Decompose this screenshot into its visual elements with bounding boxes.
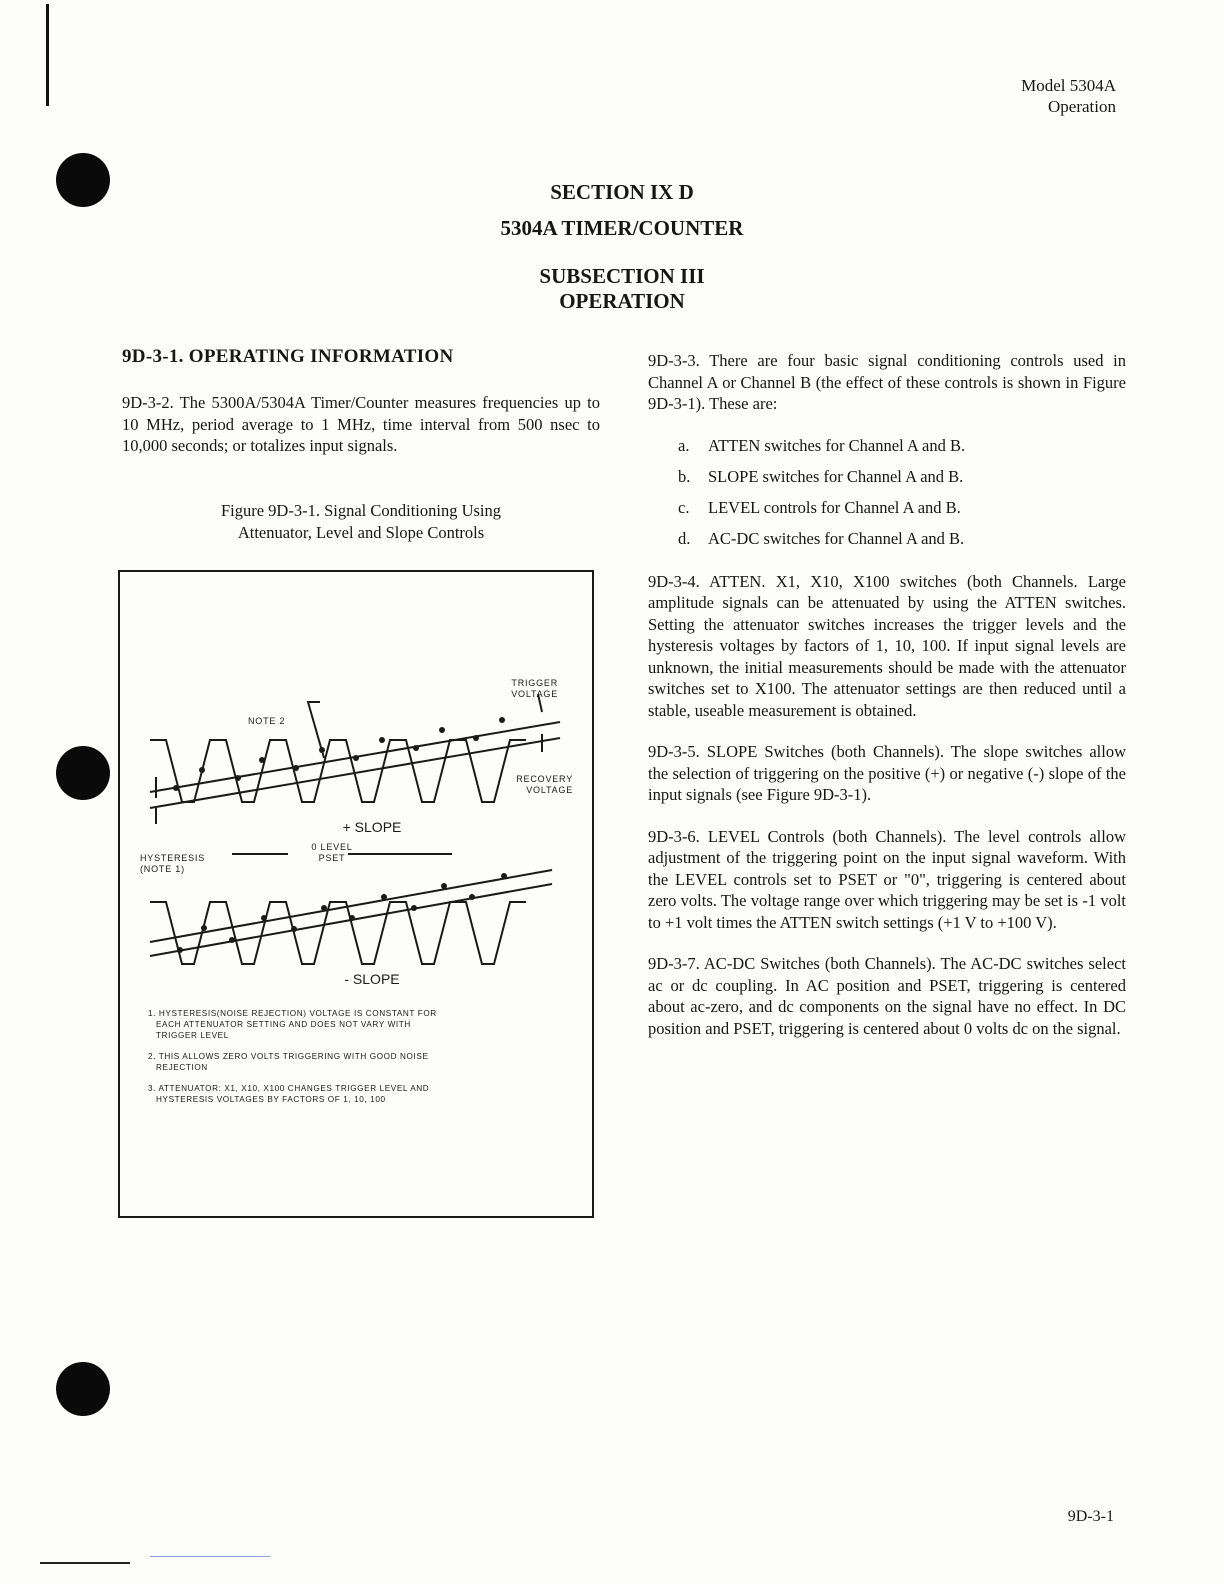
bottom-rule xyxy=(40,1562,130,1564)
label-zero-level-2: PSET xyxy=(318,853,346,863)
para-9d-3-6: 9D-3-6. LEVEL Controls (both Channels). The level controls allow adjustment of the triggering point on the input signal waveform. With the LEVEL controls set to PSET or "0", triggering is centered about zero volts. The voltage range over which triggering may be set is -1 volt to +1 volt times the ATTEN switch settings (+1 V to +100 V). xyxy=(648,826,1126,932)
note-1-line-c: TRIGGER LEVEL xyxy=(156,1031,229,1040)
heading-operating-information: 9D-3-1. OPERATING INFORMATION xyxy=(122,346,454,367)
para-9d-3-2: 9D-3-2. The 5300A/5304A Timer/Counter measures frequencies up to 10 MHz, period average to 1 MHz, time interval from 500 nsec to 10,000 seconds; or totalizes input signals. xyxy=(122,393,600,455)
label-recovery-voltage-2: VOLTAGE xyxy=(526,785,573,795)
para-9d-3-3: 9D-3-3. There are four basic signal conditioning controls used in Channel A or Channel B (the effect of these controls is shown in Figure 9D-3-1). These are: xyxy=(648,351,1126,413)
para-9d-3-7: 9D-3-7. AC-DC Switches (both Channels). The AC-DC switches select ac or dc coupling. In AC position and PSET, triggering is centered about ac-zero, and dc components on the signal have no effect. In DC position and PSET, triggering is centered about 0 volts dc on the signal. xyxy=(648,954,1126,1038)
note-1-line-a: 1. HYSTERESIS(NOISE REJECTION) VOLTAGE IS CONSTANT FOR xyxy=(148,1009,437,1018)
note-2-line-b: REJECTION xyxy=(156,1063,208,1072)
left-margin-mark xyxy=(46,4,49,106)
running-header xyxy=(1021,75,1116,117)
note-3-line-b: HYSTERESIS VOLTAGES BY FACTORS OF 1, 10, 100 xyxy=(156,1095,386,1104)
punch-hole-middle xyxy=(56,746,110,800)
para-9d-3-5: 9D-3-5. SLOPE Switches (both Channels). The slope switches allow the selection of triggering on the positive (+) or negative (-) slope of the input signals (see Figure 9D-3-1). xyxy=(648,742,1126,804)
figure-signal-conditioning xyxy=(118,570,594,1218)
header-section: Operation xyxy=(1048,97,1116,116)
product-title: 5304A TIMER/COUNTER xyxy=(500,216,744,240)
right-column xyxy=(648,350,1126,1039)
minus-recovery-line xyxy=(150,870,552,942)
list-item: a. ATTEN switches for Channel A and B. xyxy=(678,435,966,455)
note-2-line-a: 2. THIS ALLOWS ZERO VOLTS TRIGGERING WITH GOOD NOISE xyxy=(148,1052,429,1061)
note-3-line-a: 3. ATTENUATOR: X1, X10, X100 CHANGES TRIGGER LEVEL AND xyxy=(148,1084,430,1093)
subsection-title xyxy=(0,264,1224,314)
figure-caption-line2: Attenuator, Level and Slope Controls xyxy=(237,523,485,542)
page-number: 9D-3-1 xyxy=(1067,1508,1114,1525)
label-trigger-voltage-1: TRIGGER xyxy=(511,678,558,688)
para-9d-3-2-block xyxy=(122,392,600,457)
label-minus-slope: - SLOPE xyxy=(344,971,400,987)
subsection-name: OPERATION xyxy=(559,289,685,313)
note-1-line-b: EACH ATTENUATOR SETTING AND DOES NOT VARY WITH xyxy=(156,1020,411,1029)
label-hysteresis-1: HYSTERESIS xyxy=(140,853,206,863)
minus-slope-waveform xyxy=(150,902,526,964)
list-item: b. SLOPE switches for Channel A and B. xyxy=(678,466,964,486)
label-note-2: NOTE 2 xyxy=(248,716,286,726)
label-plus-slope: + SLOPE xyxy=(342,819,402,835)
section-title: SECTION IX D xyxy=(550,180,694,204)
figure-caption xyxy=(122,500,600,544)
label-recovery-voltage-1: RECOVERY xyxy=(516,774,573,784)
list-item: c. LEVEL controls for Channel A and B. xyxy=(678,497,961,517)
label-zero-level-1: 0 LEVEL xyxy=(311,842,353,852)
list-item: d. AC-DC switches for Channel A and B. xyxy=(678,528,965,548)
label-trigger-voltage-2: VOLTAGE xyxy=(511,689,558,699)
figure-diagram xyxy=(120,572,592,1216)
plus-slope-waveform xyxy=(150,740,526,802)
label-hysteresis-2: (NOTE 1) xyxy=(140,864,185,874)
header-model: Model 5304A xyxy=(1021,76,1116,95)
para-9d-3-4: 9D-3-4. ATTEN. X1, X10, X100 switches (both Channels. Large amplitude signals can be attenuated by using the ATTEN switches. Setting the attenuator switches increases the trigger levels and the hysteresis voltages by factors of 1, 10, 100. If input signal levels are unknown, the initial measurements should be made with the attenuator switches set to X100. The attenuator settings are then reduced until a stable, useable measurement is obtained. xyxy=(648,571,1126,720)
subsection-number: SUBSECTION III xyxy=(539,264,705,288)
plus-recovery-line xyxy=(150,738,560,808)
controls-list xyxy=(678,435,1126,549)
figure-caption-line1: Figure 9D-3-1. Signal Conditioning Using xyxy=(220,501,502,520)
punch-hole-bottom xyxy=(56,1362,110,1416)
bottom-rule-faint xyxy=(150,1556,270,1557)
